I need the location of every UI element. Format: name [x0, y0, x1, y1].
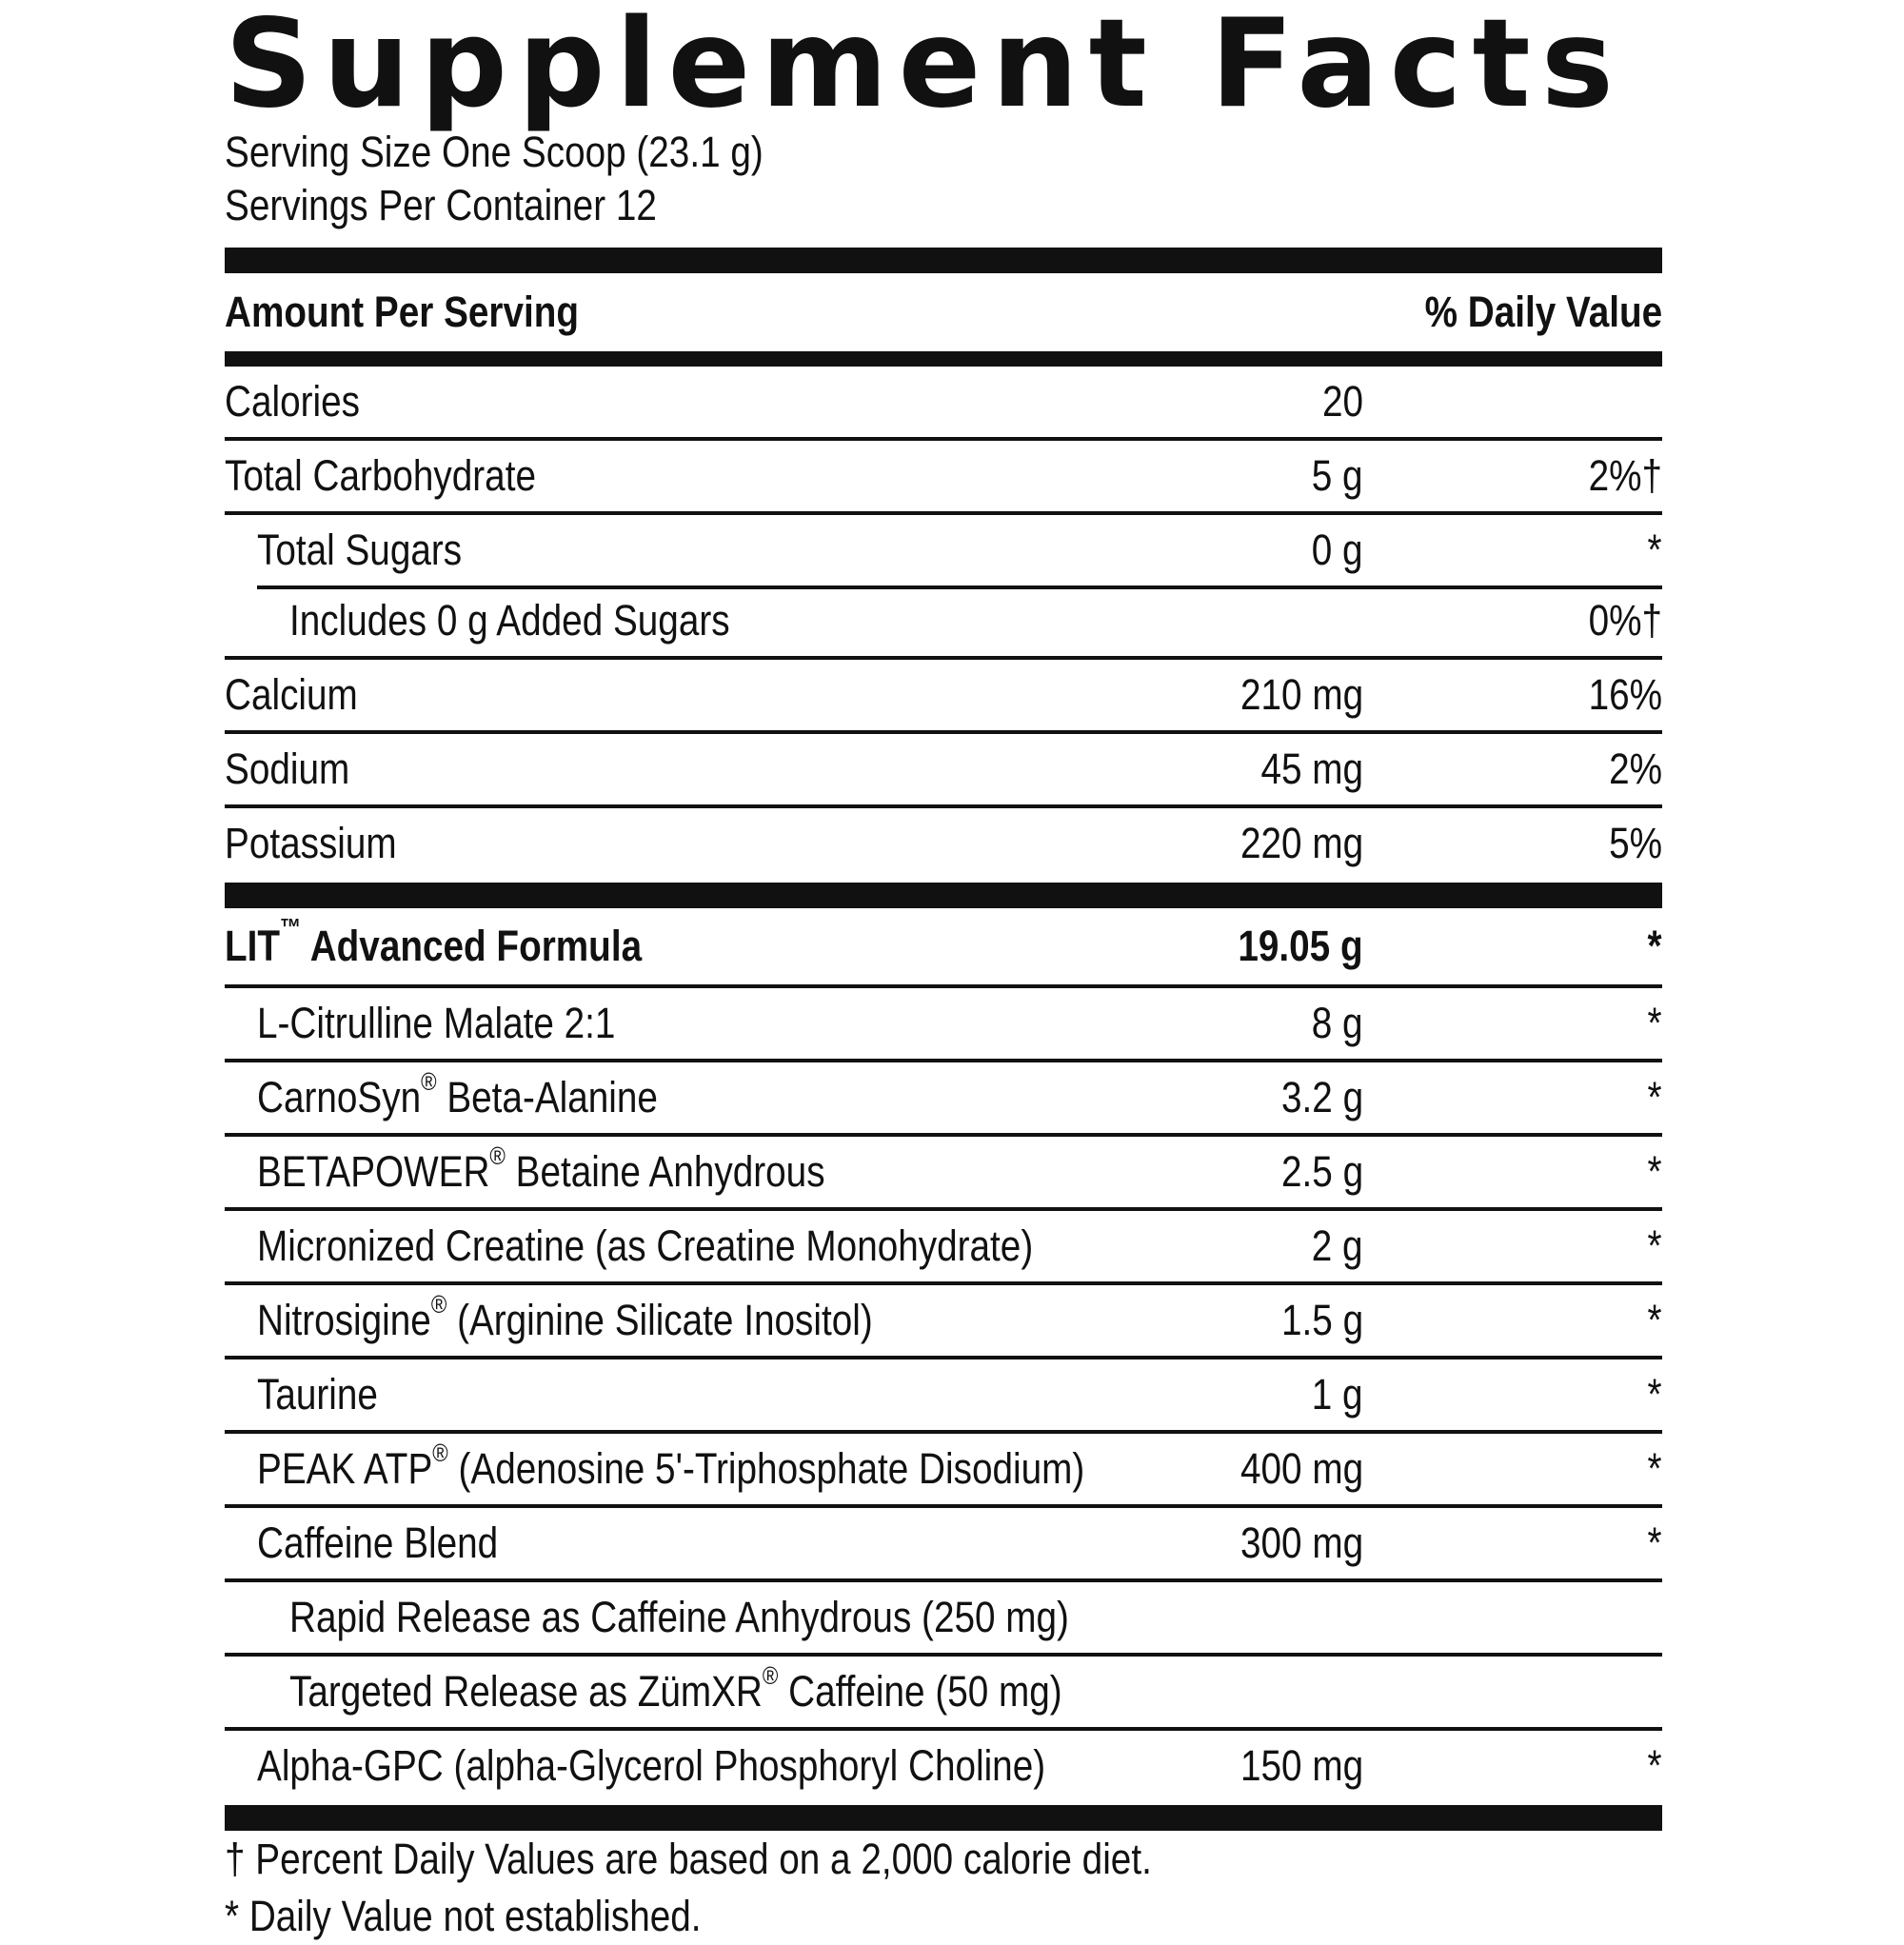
daily-value-label: % Daily Value	[1424, 288, 1662, 336]
nutrient-amount: 20	[1321, 377, 1363, 426]
nutrient-amount: 210 mg	[1240, 670, 1363, 719]
nutrient-name: Sodium	[225, 744, 350, 793]
ingredient-row	[225, 1731, 1662, 1801]
serving-size: Serving Size One Scoop (23.1 g)	[225, 128, 764, 176]
servings-per-container: Servings Per Container 12	[225, 181, 657, 229]
ingredient-name: L-Citrulline Malate 2:1	[257, 999, 616, 1047]
ingredient-amount: 300 mg	[1240, 1518, 1363, 1567]
ingredient-amount: 400 mg	[1240, 1444, 1363, 1493]
nutrient-row-added-sugars	[225, 585, 1662, 660]
ingredient-dv: *	[1647, 1147, 1662, 1196]
nutrient-amount: 5 g	[1312, 451, 1363, 500]
ingredient-row	[225, 1211, 1662, 1281]
nutrient-amount: 220 mg	[1240, 819, 1363, 867]
ingredient-name: Targeted Release as ZümXR® Caffeine (50 mg)	[289, 1661, 1062, 1716]
blend-name: LIT™ Advanced Formula	[225, 913, 643, 970]
divider-thick	[225, 1805, 1662, 1831]
ingredient-row	[225, 1657, 1662, 1727]
ingredient-row	[225, 1137, 1662, 1207]
nutrient-name: Potassium	[225, 819, 397, 867]
ingredient-name: Nitrosigine® (Arginine Silicate Inositol)	[257, 1290, 873, 1344]
ingredient-amount: 1.5 g	[1280, 1296, 1363, 1344]
ingredient-name: BETAPOWER® Betaine Anhydrous	[257, 1141, 825, 1196]
nutrient-row-calories	[225, 367, 1662, 441]
nutrient-row-total-sugars	[225, 515, 1662, 585]
ingredient-dv: *	[1647, 1518, 1662, 1567]
ingredient-row	[225, 1062, 1662, 1133]
ingredient-dv: *	[1647, 1221, 1662, 1270]
ingredient-amount: 2.5 g	[1280, 1147, 1363, 1196]
nutrient-amount: 0 g	[1312, 526, 1363, 574]
nutrient-name: Calories	[225, 377, 360, 426]
ingredient-row	[225, 1508, 1662, 1578]
divider-medium	[225, 351, 1662, 367]
column-header	[225, 273, 1662, 351]
divider-thick	[225, 883, 1662, 908]
ingredient-row	[225, 1582, 1662, 1653]
nutrient-name: Total Carbohydrate	[225, 451, 536, 500]
nutrient-name: Total Sugars	[257, 526, 463, 574]
ingredient-name: Taurine	[257, 1370, 378, 1419]
amount-per-serving-label: Amount Per Serving	[225, 288, 580, 336]
ingredient-amount: 2 g	[1312, 1221, 1363, 1270]
nutrient-dv: 0%†	[1588, 596, 1662, 645]
nutrient-name: Includes 0 g Added Sugars	[289, 596, 730, 645]
supplement-facts-panel	[225, 0, 1662, 1945]
nutrient-dv: 5%	[1609, 819, 1662, 867]
ingredient-row	[225, 988, 1662, 1059]
ingredient-dv: *	[1647, 1296, 1662, 1344]
ingredient-amount: 1 g	[1312, 1370, 1363, 1419]
ingredient-row	[225, 1360, 1662, 1430]
ingredient-dv: *	[1647, 1741, 1662, 1790]
footnote-not-established: * Daily Value not established.	[225, 1892, 702, 1940]
nutrient-row-sodium	[225, 734, 1662, 808]
ingredient-name: Alpha-GPC (alpha-Glycerol Phosphoryl Choline)	[257, 1741, 1046, 1790]
nutrient-name: Calcium	[225, 670, 358, 719]
panel-title: Supplement Facts	[225, 0, 1624, 135]
nutrient-dv: 2%†	[1588, 451, 1662, 500]
nutrient-row-total-carbohydrate	[225, 441, 1662, 515]
blend-row	[225, 908, 1662, 988]
ingredient-dv: *	[1647, 1444, 1662, 1493]
ingredient-row	[225, 1434, 1662, 1504]
nutrient-dv: 2%	[1609, 744, 1662, 793]
ingredient-name: Rapid Release as Caffeine Anhydrous (250 mg)	[289, 1593, 1069, 1641]
nutrient-dv: *	[1647, 526, 1662, 574]
ingredient-dv: *	[1647, 1073, 1662, 1121]
blend-dv: *	[1647, 922, 1662, 970]
ingredient-amount: 3.2 g	[1280, 1073, 1363, 1121]
ingredient-amount: 8 g	[1312, 999, 1363, 1047]
nutrient-dv: 16%	[1588, 670, 1662, 719]
nutrient-row-potassium	[225, 808, 1662, 879]
blend-amount: 19.05 g	[1238, 922, 1363, 970]
ingredient-row	[225, 1285, 1662, 1356]
ingredient-list	[225, 988, 1662, 1801]
ingredient-dv: *	[1647, 999, 1662, 1047]
nutrient-row-calcium	[225, 660, 1662, 734]
divider-thick	[225, 248, 1662, 273]
footnote-daily-value-basis: † Percent Daily Values are based on a 2,000 calorie diet.	[225, 1835, 1152, 1883]
ingredient-name: CarnoSyn® Beta-Alanine	[257, 1067, 658, 1121]
nutrient-amount: 45 mg	[1260, 744, 1363, 793]
ingredient-amount: 150 mg	[1240, 1741, 1363, 1790]
ingredient-name: Micronized Creatine (as Creatine Monohydrate)	[257, 1221, 1034, 1270]
ingredient-name: PEAK ATP® (Adenosine 5'-Triphosphate Disodium)	[257, 1439, 1085, 1493]
ingredient-name: Caffeine Blend	[257, 1518, 499, 1567]
ingredient-dv: *	[1647, 1370, 1662, 1419]
